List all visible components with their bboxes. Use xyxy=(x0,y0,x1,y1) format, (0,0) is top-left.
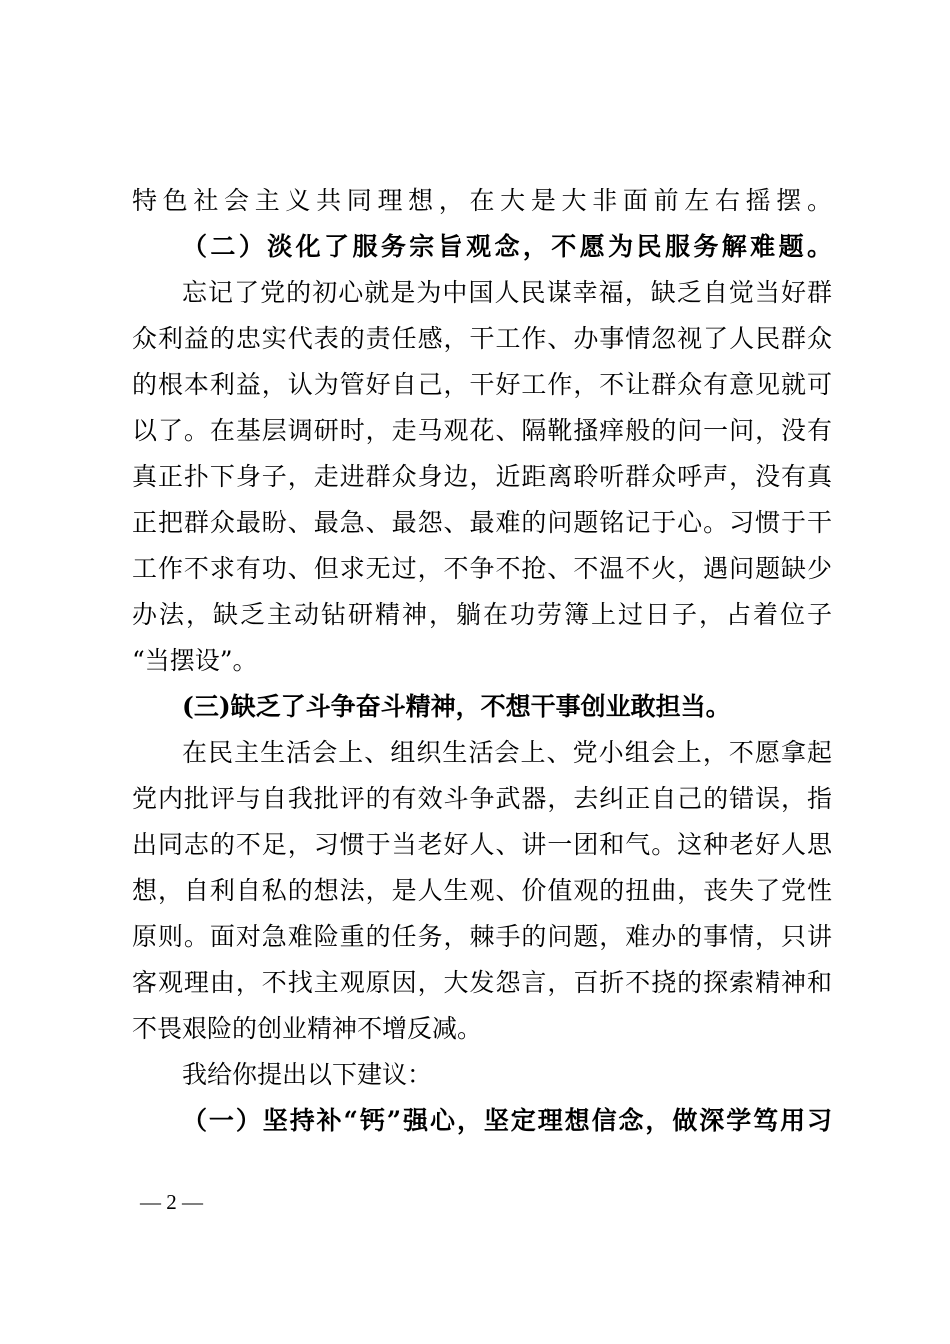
body-line: 忘记了党的初心就是为中国人民谋幸福，缺乏自觉当好群 xyxy=(182,278,832,307)
body-line: 想，自利自私的想法，是人生观、价值观的扭曲，丧失了党性 xyxy=(132,876,832,905)
body-line: 的根本利益，认为管好自己，干好工作，不让群众有意见就可 xyxy=(132,370,832,399)
document-body xyxy=(132,178,832,1144)
suggestion-heading-1: （一）坚持补“钙”强心，坚定理想信念，做深学笃用习 xyxy=(182,1106,832,1135)
body-line: 工作不求有功、但求无过，不争不抢、不温不火，遇问题缺少 xyxy=(132,554,832,583)
body-line: 我给你提出以下建议： xyxy=(182,1060,433,1089)
body-line: 正把群众最盼、最急、最怨、最难的问题铭记于心。习惯于干 xyxy=(132,508,832,537)
body-line: 原则。面对急难险重的任务，棘手的问题，难办的事情，只讲 xyxy=(132,922,832,951)
body-line: 出同志的不足，习惯于当老好人、讲一团和气。这种老好人思 xyxy=(132,830,832,859)
body-line: 特色社会主义共同理想，在大是大非面前左右摇摆。 xyxy=(132,186,832,215)
body-line: 以了。在基层调研时，走马观花、隔靴搔痒般的问一问，没有 xyxy=(132,416,832,445)
body-line: 党内批评与自我批评的有效斗争武器，去纠正自己的错误，指 xyxy=(132,784,832,813)
body-line: 办法，缺乏主动钻研精神，躺在功劳簿上过日子，占着位子 xyxy=(132,600,832,629)
body-line: 在民主生活会上、组织生活会上、党小组会上，不愿拿起 xyxy=(182,738,832,767)
page-number: — 2 — xyxy=(140,1190,203,1214)
body-line: 不畏艰险的创业精神不增反减。 xyxy=(132,1014,483,1043)
body-line: “当摆设”。 xyxy=(132,646,258,675)
body-line: 真正扑下身子，走进群众身边，近距离聆听群众呼声，没有真 xyxy=(132,462,832,491)
section-heading-2: （二）淡化了服务宗旨观念，不愿为民服务解难题。 xyxy=(182,232,832,261)
section-heading-3: (三)缺乏了斗争奋斗精神，不想干事创业敢担当。 xyxy=(182,692,731,721)
body-line: 众利益的忠实代表的责任感，干工作、办事情忽视了人民群众 xyxy=(132,324,832,353)
body-line: 客观理由，不找主观原因，大发怨言，百折不挠的探索精神和 xyxy=(132,968,832,997)
